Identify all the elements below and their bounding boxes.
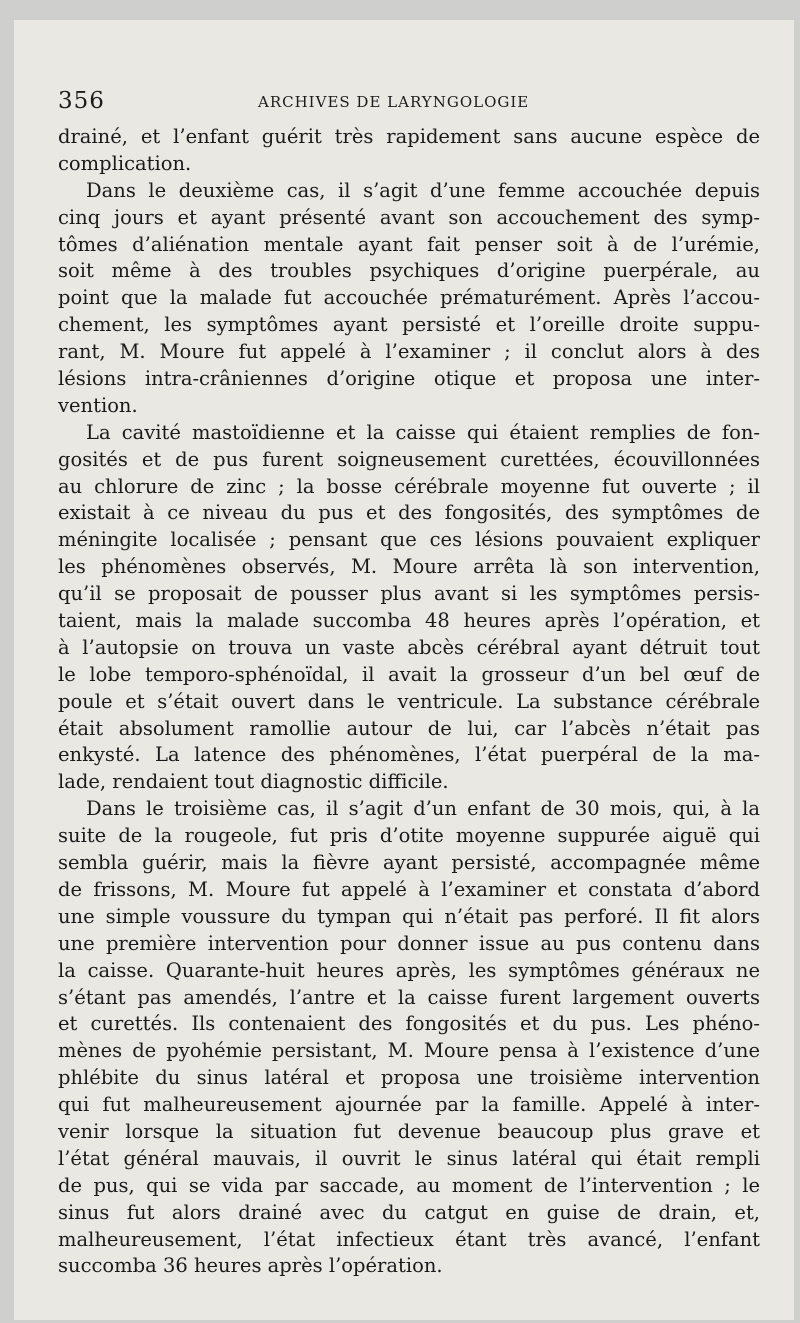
text-line: qu’il se proposait de pousser plus avant si les symptômes persis- — [58, 582, 760, 606]
text-line: tômes d’aliénation mentale ayant fait penser soit à de l’urémie, — [58, 232, 760, 256]
text-line: au chlorure de zinc ; la bosse cérébrale moyenne fut ouverte ; il — [58, 474, 760, 498]
text-line: point que la malade fut accouchée prématurément. Après l’accou- — [58, 286, 760, 310]
text-line: existait à ce niveau du pus et des fongosités, des symptômes de — [58, 501, 760, 525]
text-line: taient, mais la malade succomba 48 heures après l’opération, et — [58, 609, 760, 633]
text-line: suite de la rougeole, fut pris d’otite moyenne suppurée aiguë qui — [58, 824, 760, 848]
text-line: la caisse. Quarante-huit heures après, les symptômes généraux ne — [58, 958, 760, 982]
text-line: drainé, et l’enfant guérit très rapidement sans aucune espèce de — [58, 125, 760, 148]
text-line: La cavité mastoïdienne et la caisse qui étaient remplies de fon- — [86, 420, 760, 444]
text-line: complication. — [58, 151, 192, 175]
running-title: ARCHIVES DE LARYNGOLOGIE — [258, 93, 530, 111]
text-line: sinus fut alors drainé avec du catgut en guise de drain, et, — [58, 1200, 760, 1224]
text-line: sembla guérir, mais la fièvre ayant persisté, accompagnée même — [58, 851, 760, 875]
text-line: poule et s’était ouvert dans le ventricule. La substance cérébrale — [58, 689, 760, 713]
text-line: une première intervention pour donner issue au pus contenu dans — [58, 931, 760, 955]
page-header — [58, 88, 758, 118]
text-line: lade, rendaient tout diagnostic difficile. — [58, 770, 449, 794]
text-line: les phénomènes observés, M. Moure arrêta là son intervention, — [58, 555, 760, 579]
text-line: cinq jours et ayant présenté avant son accouchement des symp- — [58, 205, 760, 229]
text-line: de frissons, M. Moure fut appelé à l’examiner et constata d’abord — [58, 877, 760, 901]
text-line: le lobe temporo-sphénoïdal, il avait la grosseur d’un bel œuf de — [58, 662, 760, 686]
text-line: lésions intra-crâniennes d’origine otique et proposa une inter- — [58, 367, 760, 391]
text-line: rant, M. Moure fut appelé à l’examiner ; il conclut alors à des — [58, 340, 760, 364]
text-line: venir lorsque la situation fut devenue beaucoup plus grave et — [58, 1119, 760, 1143]
page-number: 356 — [58, 88, 105, 114]
text-line: succomba 36 heures après l’opération. — [58, 1254, 443, 1278]
text-line: mènes de pyohémie persistant, M. Moure pensa à l’existence d’une — [58, 1039, 760, 1063]
text-line: à l’autopsie on trouva un vaste abcès cérébral ayant détruit tout — [58, 635, 760, 659]
text-line: qui fut malheureusement ajournée par la famille. Appelé à inter- — [58, 1093, 760, 1117]
text-line: et curettés. Ils contenaient des fongosités et du pus. Les phéno- — [58, 1012, 760, 1036]
text-line: l’état général mauvais, il ouvrit le sinus latéral qui était rempli — [58, 1146, 760, 1170]
text-line: une simple voussure du tympan qui n’était pas perforé. Il fit alors — [58, 904, 760, 928]
text-line: phlébite du sinus latéral et proposa une troisième intervention — [58, 1066, 760, 1090]
text-line: enkysté. La latence des phénomènes, l’état puerpéral de la ma- — [58, 743, 760, 767]
text-line: était absolument ramollie autour de lui, car l’abcès n’était pas — [58, 716, 760, 740]
text-line: chement, les symptômes ayant persisté et l’oreille droite suppu- — [58, 313, 760, 337]
text-line: de pus, qui se vida par saccade, au moment de l’intervention ; le — [58, 1173, 760, 1197]
text-line: gosités et de pus furent soigneusement curettées, écouvillonnées — [58, 447, 760, 471]
text-line: soit même à des troubles psychiques d’origine puerpérale, au — [58, 259, 760, 283]
body-text — [58, 124, 760, 1280]
text-line: s’étant pas amendés, l’antre et la caisse furent largement ouverts — [58, 985, 760, 1009]
text-line: Dans le deuxième cas, il s’agit d’une femme accouchée depuis — [86, 178, 760, 202]
text-line: malheureusement, l’état infectieux étant très avancé, l’enfant — [58, 1227, 760, 1251]
text-line: Dans le troisième cas, il s’agit d’un enfant de 30 mois, qui, à la — [86, 797, 760, 821]
text-line: vention. — [58, 393, 138, 417]
text-line: méningite localisée ; pensant que ces lésions pouvaient expliquer — [58, 528, 760, 552]
